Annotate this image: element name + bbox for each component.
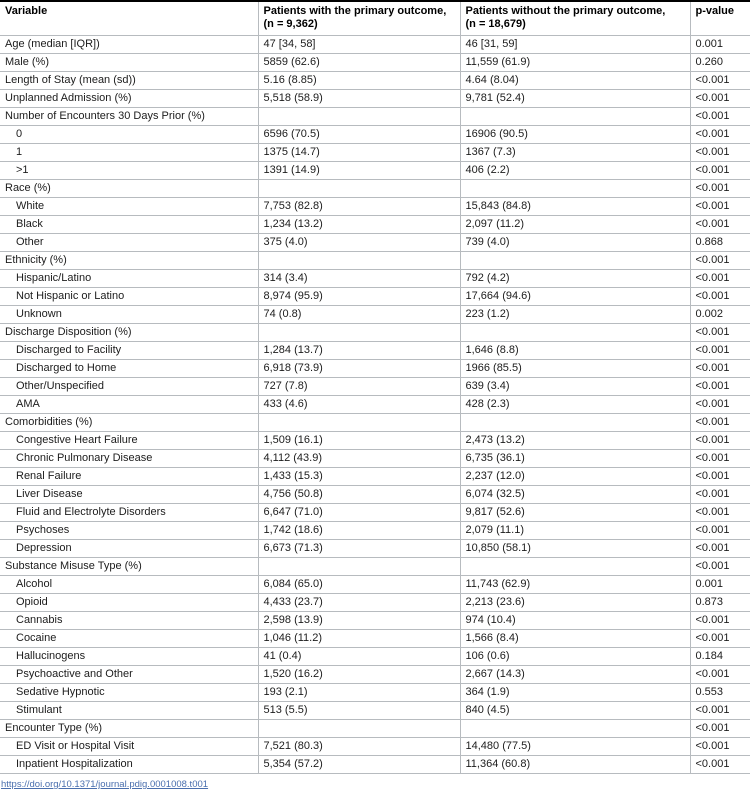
table-row (0, 576, 750, 594)
table-row (0, 342, 750, 360)
table-row (0, 144, 750, 162)
p-value-cell: 0.001 (690, 36, 750, 54)
variable-cell: Hispanic/Latino (0, 270, 258, 288)
without-outcome-cell: 11,559 (61.9) (460, 54, 690, 72)
variable-cell: Hallucinogens (0, 648, 258, 666)
without-outcome-cell (460, 720, 690, 738)
without-outcome-cell (460, 108, 690, 126)
without-outcome-cell: 639 (3.4) (460, 378, 690, 396)
without-outcome-cell: 223 (1.2) (460, 306, 690, 324)
with-outcome-cell: 6,673 (71.3) (258, 540, 460, 558)
variable-cell: Unplanned Admission (%) (0, 90, 258, 108)
without-outcome-cell: 11,364 (60.8) (460, 756, 690, 774)
column-header-without-outcome-line2: (n = 18,679) (465, 18, 526, 30)
table-row (0, 558, 750, 576)
variable-cell: Sedative Hypnotic (0, 684, 258, 702)
without-outcome-cell (460, 414, 690, 432)
with-outcome-cell: 6,918 (73.9) (258, 360, 460, 378)
table-row (0, 486, 750, 504)
p-value-cell: <0.001 (690, 666, 750, 684)
p-value-cell: 0.260 (690, 54, 750, 72)
without-outcome-cell: 17,664 (94.6) (460, 288, 690, 306)
p-value-cell: <0.001 (690, 468, 750, 486)
table-row (0, 540, 750, 558)
table-row (0, 684, 750, 702)
p-value-cell: <0.001 (690, 144, 750, 162)
without-outcome-cell: 974 (10.4) (460, 612, 690, 630)
p-value-cell: <0.001 (690, 288, 750, 306)
with-outcome-cell (258, 414, 460, 432)
with-outcome-cell: 1,742 (18.6) (258, 522, 460, 540)
without-outcome-cell (460, 558, 690, 576)
table-row (0, 468, 750, 486)
with-outcome-cell (258, 558, 460, 576)
variable-cell: White (0, 198, 258, 216)
variable-cell: Discharged to Home (0, 360, 258, 378)
variable-cell: Substance Misuse Type (%) (0, 558, 258, 576)
p-value-cell: <0.001 (690, 522, 750, 540)
with-outcome-cell: 1,046 (11.2) (258, 630, 460, 648)
table-row (0, 648, 750, 666)
without-outcome-cell: 46 [31, 59] (460, 36, 690, 54)
without-outcome-cell: 2,097 (11.2) (460, 216, 690, 234)
table-row (0, 126, 750, 144)
variable-cell: Depression (0, 540, 258, 558)
p-value-cell: <0.001 (690, 540, 750, 558)
without-outcome-cell: 428 (2.3) (460, 396, 690, 414)
p-value-cell: <0.001 (690, 342, 750, 360)
with-outcome-cell: 193 (2.1) (258, 684, 460, 702)
with-outcome-cell: 1,284 (13.7) (258, 342, 460, 360)
table-row (0, 720, 750, 738)
without-outcome-cell: 1966 (85.5) (460, 360, 690, 378)
with-outcome-cell: 74 (0.8) (258, 306, 460, 324)
with-outcome-cell: 1375 (14.7) (258, 144, 460, 162)
p-value-cell: <0.001 (690, 720, 750, 738)
column-header-without-outcome-line1: Patients without the primary outcome, (465, 5, 666, 17)
variable-cell: Unknown (0, 306, 258, 324)
variable-cell: Inpatient Hospitalization (0, 756, 258, 774)
with-outcome-cell: 4,112 (43.9) (258, 450, 460, 468)
table-header (0, 1, 750, 36)
variable-cell: Psychoses (0, 522, 258, 540)
variable-cell: Ethnicity (%) (0, 252, 258, 270)
with-outcome-cell: 1,520 (16.2) (258, 666, 460, 684)
variable-cell: Black (0, 216, 258, 234)
without-outcome-cell: 9,781 (52.4) (460, 90, 690, 108)
column-header-p-value-label: p-value (695, 5, 735, 17)
table-row (0, 288, 750, 306)
p-value-cell: <0.001 (690, 270, 750, 288)
p-value-cell: <0.001 (690, 198, 750, 216)
with-outcome-cell: 1,509 (16.1) (258, 432, 460, 450)
table-row (0, 216, 750, 234)
p-value-cell: <0.001 (690, 126, 750, 144)
p-value-cell: <0.001 (690, 486, 750, 504)
with-outcome-cell: 5,354 (57.2) (258, 756, 460, 774)
with-outcome-cell: 2,598 (13.9) (258, 612, 460, 630)
without-outcome-cell: 10,850 (58.1) (460, 540, 690, 558)
variable-cell: Male (%) (0, 54, 258, 72)
without-outcome-cell (460, 252, 690, 270)
table-row (0, 522, 750, 540)
variable-cell: Chronic Pulmonary Disease (0, 450, 258, 468)
with-outcome-cell (258, 180, 460, 198)
p-value-cell: <0.001 (690, 612, 750, 630)
p-value-cell: <0.001 (690, 396, 750, 414)
p-value-cell: 0.184 (690, 648, 750, 666)
column-header-with-outcome-line1: Patients with the primary outcome, (263, 5, 447, 17)
variable-cell: Psychoactive and Other (0, 666, 258, 684)
with-outcome-cell: 1,433 (15.3) (258, 468, 460, 486)
without-outcome-cell: 2,213 (23.6) (460, 594, 690, 612)
variable-cell: Not Hispanic or Latino (0, 288, 258, 306)
without-outcome-cell: 14,480 (77.5) (460, 738, 690, 756)
variable-cell: Stimulant (0, 702, 258, 720)
table-row (0, 36, 750, 54)
without-outcome-cell (460, 180, 690, 198)
table-row (0, 756, 750, 774)
table-row (0, 594, 750, 612)
p-value-cell: <0.001 (690, 324, 750, 342)
table-row (0, 162, 750, 180)
p-value-cell: <0.001 (690, 180, 750, 198)
without-outcome-cell (460, 324, 690, 342)
doi-link[interactable]: https://doi.org/10.1371/journal.pdig.0001008.t001 (1, 779, 209, 790)
with-outcome-cell: 314 (3.4) (258, 270, 460, 288)
table-row (0, 360, 750, 378)
without-outcome-cell: 11,743 (62.9) (460, 576, 690, 594)
without-outcome-cell: 6,735 (36.1) (460, 450, 690, 468)
column-header-with-outcome-line2: (n = 9,362) (263, 18, 318, 30)
variable-cell: Liver Disease (0, 486, 258, 504)
column-header-variable-label: Variable (5, 5, 48, 17)
table-row (0, 432, 750, 450)
with-outcome-cell: 375 (4.0) (258, 234, 460, 252)
p-value-cell: <0.001 (690, 450, 750, 468)
p-value-cell: <0.001 (690, 738, 750, 756)
variable-cell: 1 (0, 144, 258, 162)
p-value-cell: <0.001 (690, 162, 750, 180)
variable-cell: Other (0, 234, 258, 252)
without-outcome-cell: 2,667 (14.3) (460, 666, 690, 684)
table-row (0, 504, 750, 522)
variable-cell: Number of Encounters 30 Days Prior (%) (0, 108, 258, 126)
p-value-cell: <0.001 (690, 558, 750, 576)
p-value-cell: <0.001 (690, 378, 750, 396)
variable-cell: >1 (0, 162, 258, 180)
variable-cell: Cannabis (0, 612, 258, 630)
without-outcome-cell: 2,079 (11.1) (460, 522, 690, 540)
p-value-cell: <0.001 (690, 72, 750, 90)
table-row (0, 378, 750, 396)
p-value-cell: <0.001 (690, 414, 750, 432)
p-value-cell: <0.001 (690, 252, 750, 270)
without-outcome-cell: 1,646 (8.8) (460, 342, 690, 360)
without-outcome-cell: 840 (4.5) (460, 702, 690, 720)
with-outcome-cell: 513 (5.5) (258, 702, 460, 720)
table-row (0, 666, 750, 684)
p-value-cell: <0.001 (690, 630, 750, 648)
with-outcome-cell: 1,234 (13.2) (258, 216, 460, 234)
with-outcome-cell (258, 324, 460, 342)
table-row (0, 198, 750, 216)
p-value-cell: <0.001 (690, 216, 750, 234)
variable-cell: Discharge Disposition (%) (0, 324, 258, 342)
variable-cell: Length of Stay (mean (sd)) (0, 72, 258, 90)
table-row (0, 450, 750, 468)
with-outcome-cell: 5.16 (8.85) (258, 72, 460, 90)
column-header-variable (0, 1, 258, 36)
without-outcome-cell: 6,074 (32.5) (460, 486, 690, 504)
variable-cell: Alcohol (0, 576, 258, 594)
table-row (0, 702, 750, 720)
p-value-cell: 0.553 (690, 684, 750, 702)
column-header-with-outcome (258, 1, 460, 36)
p-value-cell: 0.002 (690, 306, 750, 324)
p-value-cell: <0.001 (690, 504, 750, 522)
table-row (0, 738, 750, 756)
p-value-cell: 0.873 (690, 594, 750, 612)
header-row (0, 1, 750, 36)
with-outcome-cell: 47 [34, 58] (258, 36, 460, 54)
p-value-cell: <0.001 (690, 360, 750, 378)
with-outcome-cell: 7,753 (82.8) (258, 198, 460, 216)
table-row (0, 108, 750, 126)
variable-cell: Discharged to Facility (0, 342, 258, 360)
variable-cell: Opioid (0, 594, 258, 612)
variable-cell: Encounter Type (%) (0, 720, 258, 738)
p-value-cell: <0.001 (690, 702, 750, 720)
with-outcome-cell: 4,756 (50.8) (258, 486, 460, 504)
table-row (0, 612, 750, 630)
without-outcome-cell: 9,817 (52.6) (460, 504, 690, 522)
table-row (0, 414, 750, 432)
variable-cell: 0 (0, 126, 258, 144)
variable-cell: Comorbidities (%) (0, 414, 258, 432)
with-outcome-cell (258, 252, 460, 270)
column-header-p-value (690, 1, 750, 36)
p-value-cell: 0.868 (690, 234, 750, 252)
without-outcome-cell: 15,843 (84.8) (460, 198, 690, 216)
table-row (0, 72, 750, 90)
p-value-cell: <0.001 (690, 108, 750, 126)
variable-cell: Race (%) (0, 180, 258, 198)
with-outcome-cell: 4,433 (23.7) (258, 594, 460, 612)
table-row (0, 180, 750, 198)
without-outcome-cell: 364 (1.9) (460, 684, 690, 702)
with-outcome-cell: 433 (4.6) (258, 396, 460, 414)
table-row (0, 270, 750, 288)
table-row (0, 252, 750, 270)
table-row (0, 324, 750, 342)
with-outcome-cell: 727 (7.8) (258, 378, 460, 396)
p-value-cell: <0.001 (690, 90, 750, 108)
with-outcome-cell: 5,518 (58.9) (258, 90, 460, 108)
without-outcome-cell: 2,473 (13.2) (460, 432, 690, 450)
without-outcome-cell: 1367 (7.3) (460, 144, 690, 162)
variable-cell: Renal Failure (0, 468, 258, 486)
variable-cell: Age (median [IQR]) (0, 36, 258, 54)
variable-cell: AMA (0, 396, 258, 414)
without-outcome-cell: 1,566 (8.4) (460, 630, 690, 648)
table-row (0, 54, 750, 72)
table-row (0, 630, 750, 648)
p-value-cell: <0.001 (690, 756, 750, 774)
variable-cell: Cocaine (0, 630, 258, 648)
without-outcome-cell: 739 (4.0) (460, 234, 690, 252)
table-row (0, 234, 750, 252)
without-outcome-cell: 2,237 (12.0) (460, 468, 690, 486)
variable-cell: Fluid and Electrolyte Disorders (0, 504, 258, 522)
table-row (0, 90, 750, 108)
column-header-without-outcome (460, 1, 690, 36)
with-outcome-cell (258, 720, 460, 738)
without-outcome-cell: 4.64 (8.04) (460, 72, 690, 90)
with-outcome-cell: 8,974 (95.9) (258, 288, 460, 306)
with-outcome-cell: 6,084 (65.0) (258, 576, 460, 594)
table-row (0, 306, 750, 324)
with-outcome-cell: 6596 (70.5) (258, 126, 460, 144)
without-outcome-cell: 792 (4.2) (460, 270, 690, 288)
with-outcome-cell: 1391 (14.9) (258, 162, 460, 180)
with-outcome-cell: 6,647 (71.0) (258, 504, 460, 522)
table-body (0, 36, 750, 774)
p-value-cell: 0.001 (690, 576, 750, 594)
table-row (0, 396, 750, 414)
with-outcome-cell: 41 (0.4) (258, 648, 460, 666)
variable-cell: Other/Unspecified (0, 378, 258, 396)
without-outcome-cell: 16906 (90.5) (460, 126, 690, 144)
with-outcome-cell: 5859 (62.6) (258, 54, 460, 72)
variable-cell: ED Visit or Hospital Visit (0, 738, 258, 756)
without-outcome-cell: 106 (0.6) (460, 648, 690, 666)
p-value-cell: <0.001 (690, 432, 750, 450)
without-outcome-cell: 406 (2.2) (460, 162, 690, 180)
with-outcome-cell: 7,521 (80.3) (258, 738, 460, 756)
variable-cell: Congestive Heart Failure (0, 432, 258, 450)
with-outcome-cell (258, 108, 460, 126)
